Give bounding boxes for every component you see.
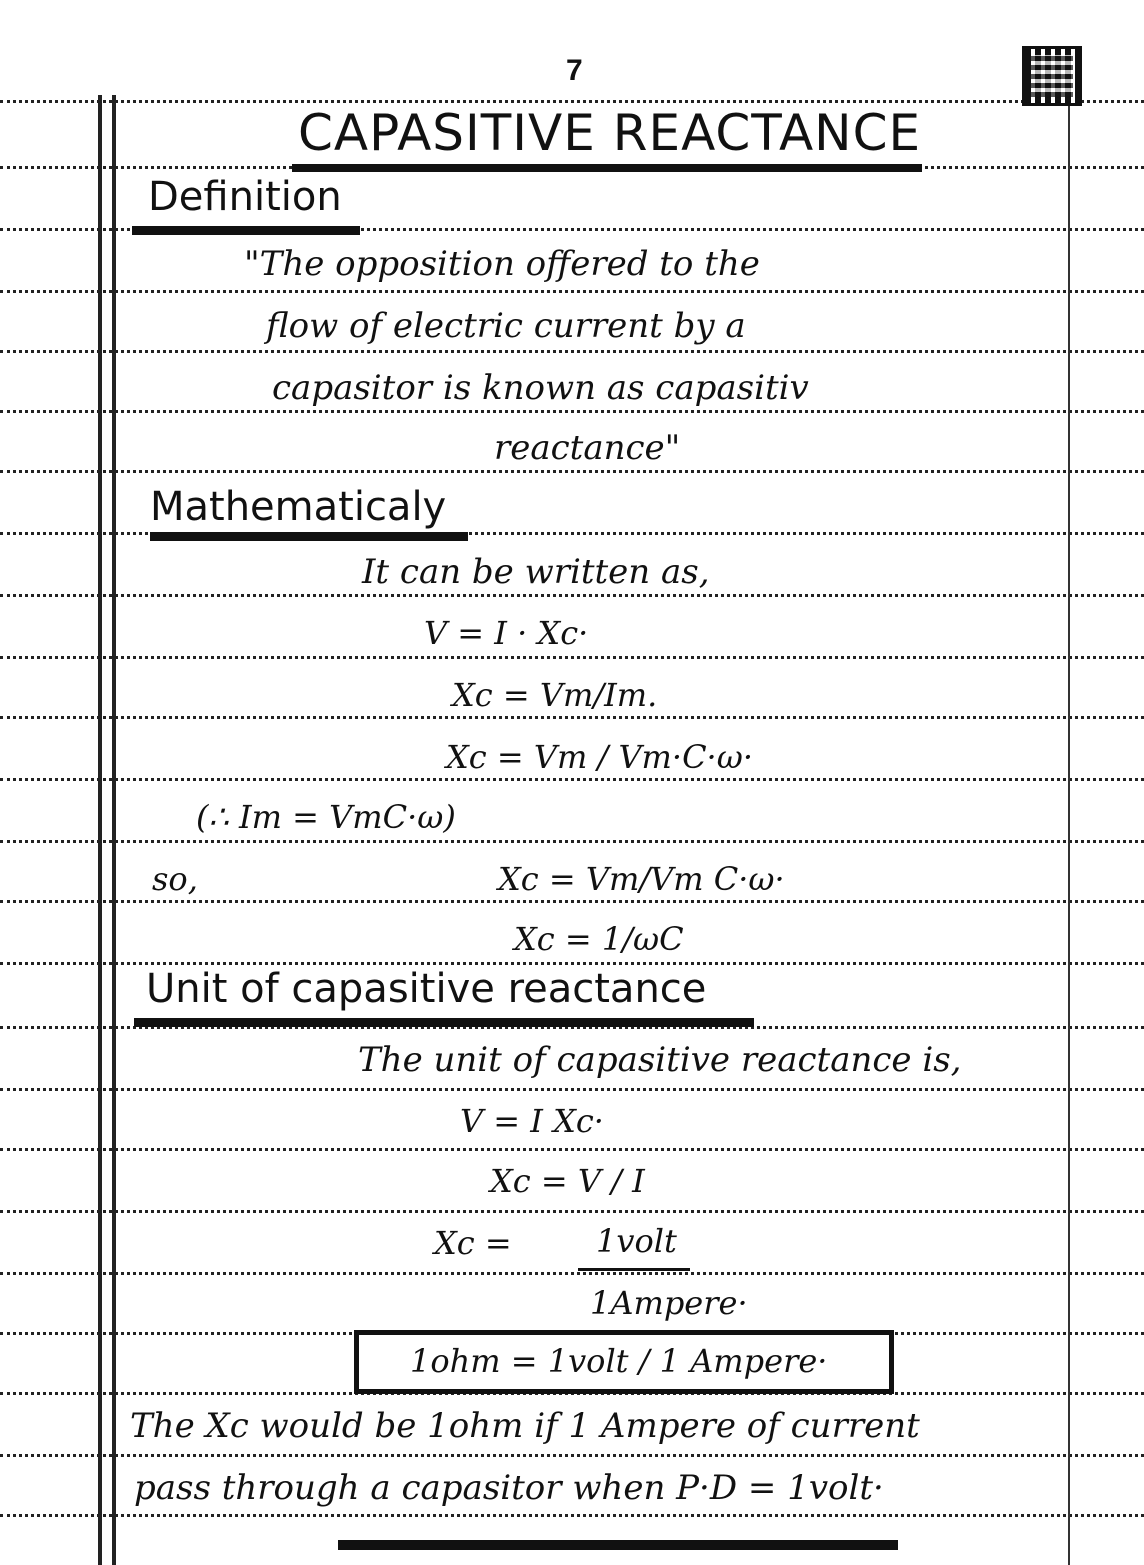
ruled-line <box>0 962 1144 965</box>
mathematically-heading: Mathematicaly <box>150 484 447 530</box>
unit-eq-3-left: Xc = <box>434 1224 512 1262</box>
unit-eq-1: V = I Xc· <box>460 1102 604 1140</box>
definition-line-1: "The opposition offered to the <box>244 244 760 284</box>
unit-intro: The unit of capasitive reactance is, <box>358 1040 962 1080</box>
page-title: CAPASITIVE REACTANCE <box>298 104 922 162</box>
math-eq-4: Xc = Vm/Vm C·ω· <box>498 860 785 898</box>
margin-line <box>98 95 102 1565</box>
math-eq-1: V = I · Xc· <box>424 614 589 652</box>
ruled-line <box>0 716 1144 719</box>
math-eq-2: Xc = Vm/Im. <box>452 676 658 714</box>
ruled-line <box>0 350 1144 353</box>
ruled-line <box>0 1210 1144 1213</box>
conclusion-line-1: The Xc would be 1ohm if 1 Ampere of current <box>130 1406 920 1446</box>
margin-line <box>112 95 116 1565</box>
ruled-line <box>0 1454 1144 1457</box>
unit-eq-3-numerator: 1volt <box>596 1222 677 1260</box>
ruled-line <box>0 1514 1144 1517</box>
math-eq-5: Xc = 1/ωC <box>514 920 684 958</box>
ruled-line <box>0 1088 1144 1091</box>
definition-line-4: reactance" <box>494 428 681 468</box>
qr-code-icon <box>1022 46 1082 106</box>
ruled-line <box>0 900 1144 903</box>
unit-eq-2: Xc = V / I <box>490 1162 645 1200</box>
math-eq-3: Xc = Vm / Vm·C·ω· <box>446 738 753 776</box>
unit-eq-3-denominator: 1Ampere· <box>590 1284 748 1322</box>
mathematically-underline <box>150 532 468 541</box>
title-underline <box>292 164 922 172</box>
definition-line-3: capasitor is known as capasitiv <box>272 368 809 408</box>
ruled-line <box>0 410 1144 413</box>
ruled-line <box>0 1272 1144 1275</box>
conclusion-line-2: pass through a capasitor when P·D = 1volt· <box>134 1468 884 1508</box>
ruled-line <box>0 470 1144 473</box>
math-so: so, <box>152 860 198 898</box>
unit-underline <box>134 1018 754 1027</box>
ruled-line <box>0 778 1144 781</box>
right-margin-line <box>1068 95 1070 1565</box>
ruled-line <box>0 656 1144 659</box>
fraction-bar <box>578 1268 690 1271</box>
end-underline <box>338 1540 898 1550</box>
unit-heading: Unit of capasitive reactance <box>146 966 707 1012</box>
definition-underline <box>132 226 360 235</box>
math-note: (∴ Im = VmC·ω) <box>196 798 456 836</box>
ruled-line <box>0 1148 1144 1151</box>
ruled-line <box>0 290 1144 293</box>
math-intro: It can be written as, <box>362 552 710 592</box>
definition-heading: Definition <box>148 174 342 220</box>
page-number: 7 <box>566 54 583 87</box>
ruled-line <box>0 840 1144 843</box>
ruled-line <box>0 594 1144 597</box>
ruled-line <box>0 100 1144 103</box>
definition-line-2: flow of electric current by a <box>266 306 746 346</box>
boxed-result-text: 1ohm = 1volt / 1 Ampere· <box>410 1342 828 1380</box>
